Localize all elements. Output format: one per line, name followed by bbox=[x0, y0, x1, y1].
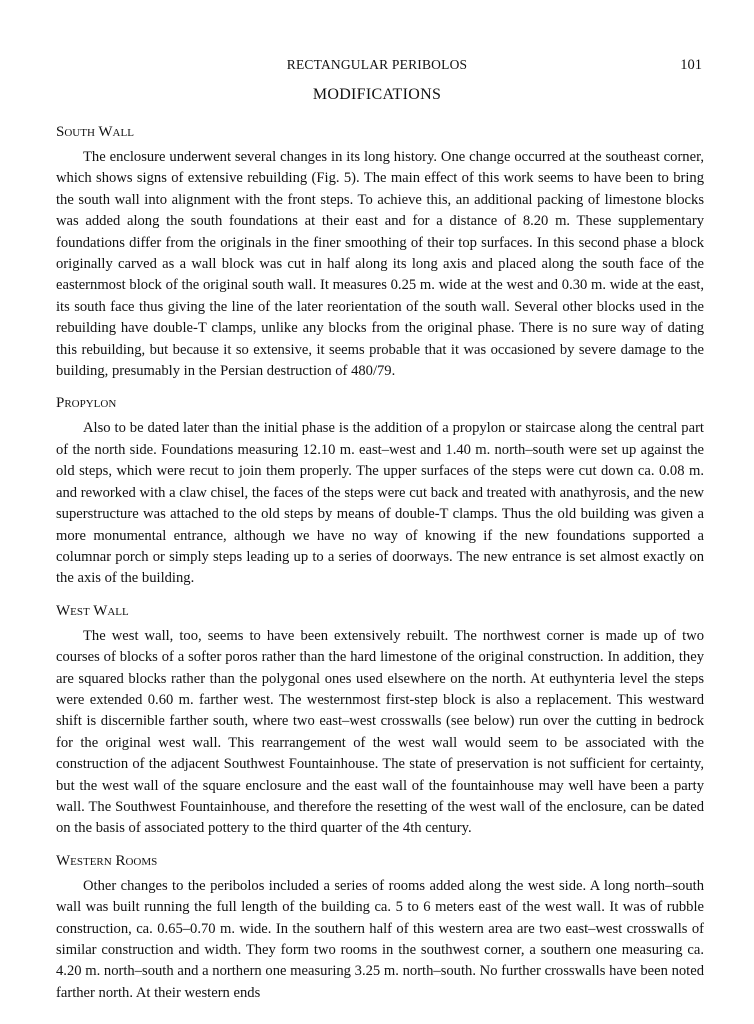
section-western-rooms bbox=[56, 851, 704, 1004]
subheading-west-wall: West Wall bbox=[56, 602, 129, 619]
section-heading: MODIFICATIONS bbox=[312, 86, 442, 103]
page-number: 101 bbox=[680, 57, 702, 73]
subheading-south-wall: South Wall bbox=[56, 124, 134, 140]
subheading-western-rooms: Western Rooms bbox=[56, 852, 158, 869]
paragraph-propylon: Also to be dated later than the initial phase is the addition of a propylon or staircase along the central part of the north side. Foundations measuring 12.10 m. east–west and 1.40 m. north–south were set up against the old steps, which were recut to join them properly. The upper surfaces of the steps were cut down ca. 0.08 m. and reworked with a claw chisel, the faces of the steps were cut back and treated with anathyrosis, and the new superstructure was attached to the old steps by means of double-T clamps. Thus the old building was given a more monumental entrance, although we have no way of knowing if the new foundations supported a columnar porch or simply steps leading up to a series of doorways. The new entrance is set almost exactly on the axis of the building. bbox=[56, 420, 704, 587]
section-south-wall bbox=[56, 122, 704, 382]
paragraph-west-wall: The west wall, too, seems to have been extensively rebuilt. The northwest corner is made up of two courses of blocks of a softer poros rather than the hard limestone of the original construction. In addition, they are squared blocks rather than the polygonal ones used elsewhere on the north. At euthynteria level the steps were extended 0.60 m. farther west. The westernmost first-step block is also a replacement. This westward shift is discernible farther south, where two east–west crosswalls (see below) run over the cutting in bedrock for the original west wall. This rearrangement of the west wall would seem to be associated with the construction of the adjacent Southwest Fountainhouse. The state of preservation is not sufficient for certainty, but the west wall of the square enclosure and the east wall of the fountainhouse may well have been a party wall. The Southwest Fountainhouse, and therefore the resetting of the west wall of the enclosure, can be dated on the basis of associated pottery to the third quarter of the 4th century. bbox=[56, 627, 704, 837]
paragraph-western-rooms: Other changes to the peribolos included a series of rooms added along the west side. A long north–south wall was built running the full length of the building ca. 5 to 6 meters east of the west wall. It was of rubble construction, ca. 0.65–0.70 m. wide. In the southern half of this western area are two east–west crosswalls of similar construction and width. They form two rooms in the southwest corner, a southern one measuring ca. 4.20 m. north–south and a northern one measuring 3.25 m. north–south. No further crosswalls have been noted farther north. At their western ends bbox=[56, 877, 704, 1001]
subheading-propylon: Propylon bbox=[56, 395, 117, 412]
section-propylon bbox=[56, 393, 704, 589]
running-head bbox=[0, 57, 754, 77]
body-text bbox=[56, 122, 704, 1015]
paragraph-south-wall: The enclosure underwent several changes in its long history. One change occurred at the southeast corner, which shows signs of extensive rebuilding (Fig. 5). The main effect of this work seems to have been to bring the south wall into alignment with the front steps. To achieve this, an additional packing of limestone blocks was added along the south foundations at their east and for a distance of 8.20 m. These supplementary foundations differ from the originals in the finer smoothing of their top surfaces. In this second phase a block originally carved as a wall block was cut in half along its long axis and placed along the south face of the easternmost block of the original south wall. It measures 0.25 m. wide at the west and 0.30 m. wide at the east, its south face thus giving the line of the later reorientation of the south wall. Several other blocks used in the rebuilding have double-T clamps, unlike any blocks from the original phase. There is no sure way of dating this rebuilding, but because it so extensive, it seems probable that it was occasioned by severe damage to the building, presumably in the Persian destruction of 480/79. bbox=[56, 149, 704, 380]
section-west-wall bbox=[56, 601, 704, 840]
running-title: RECTANGULAR PERIBOLOS bbox=[286, 57, 468, 72]
